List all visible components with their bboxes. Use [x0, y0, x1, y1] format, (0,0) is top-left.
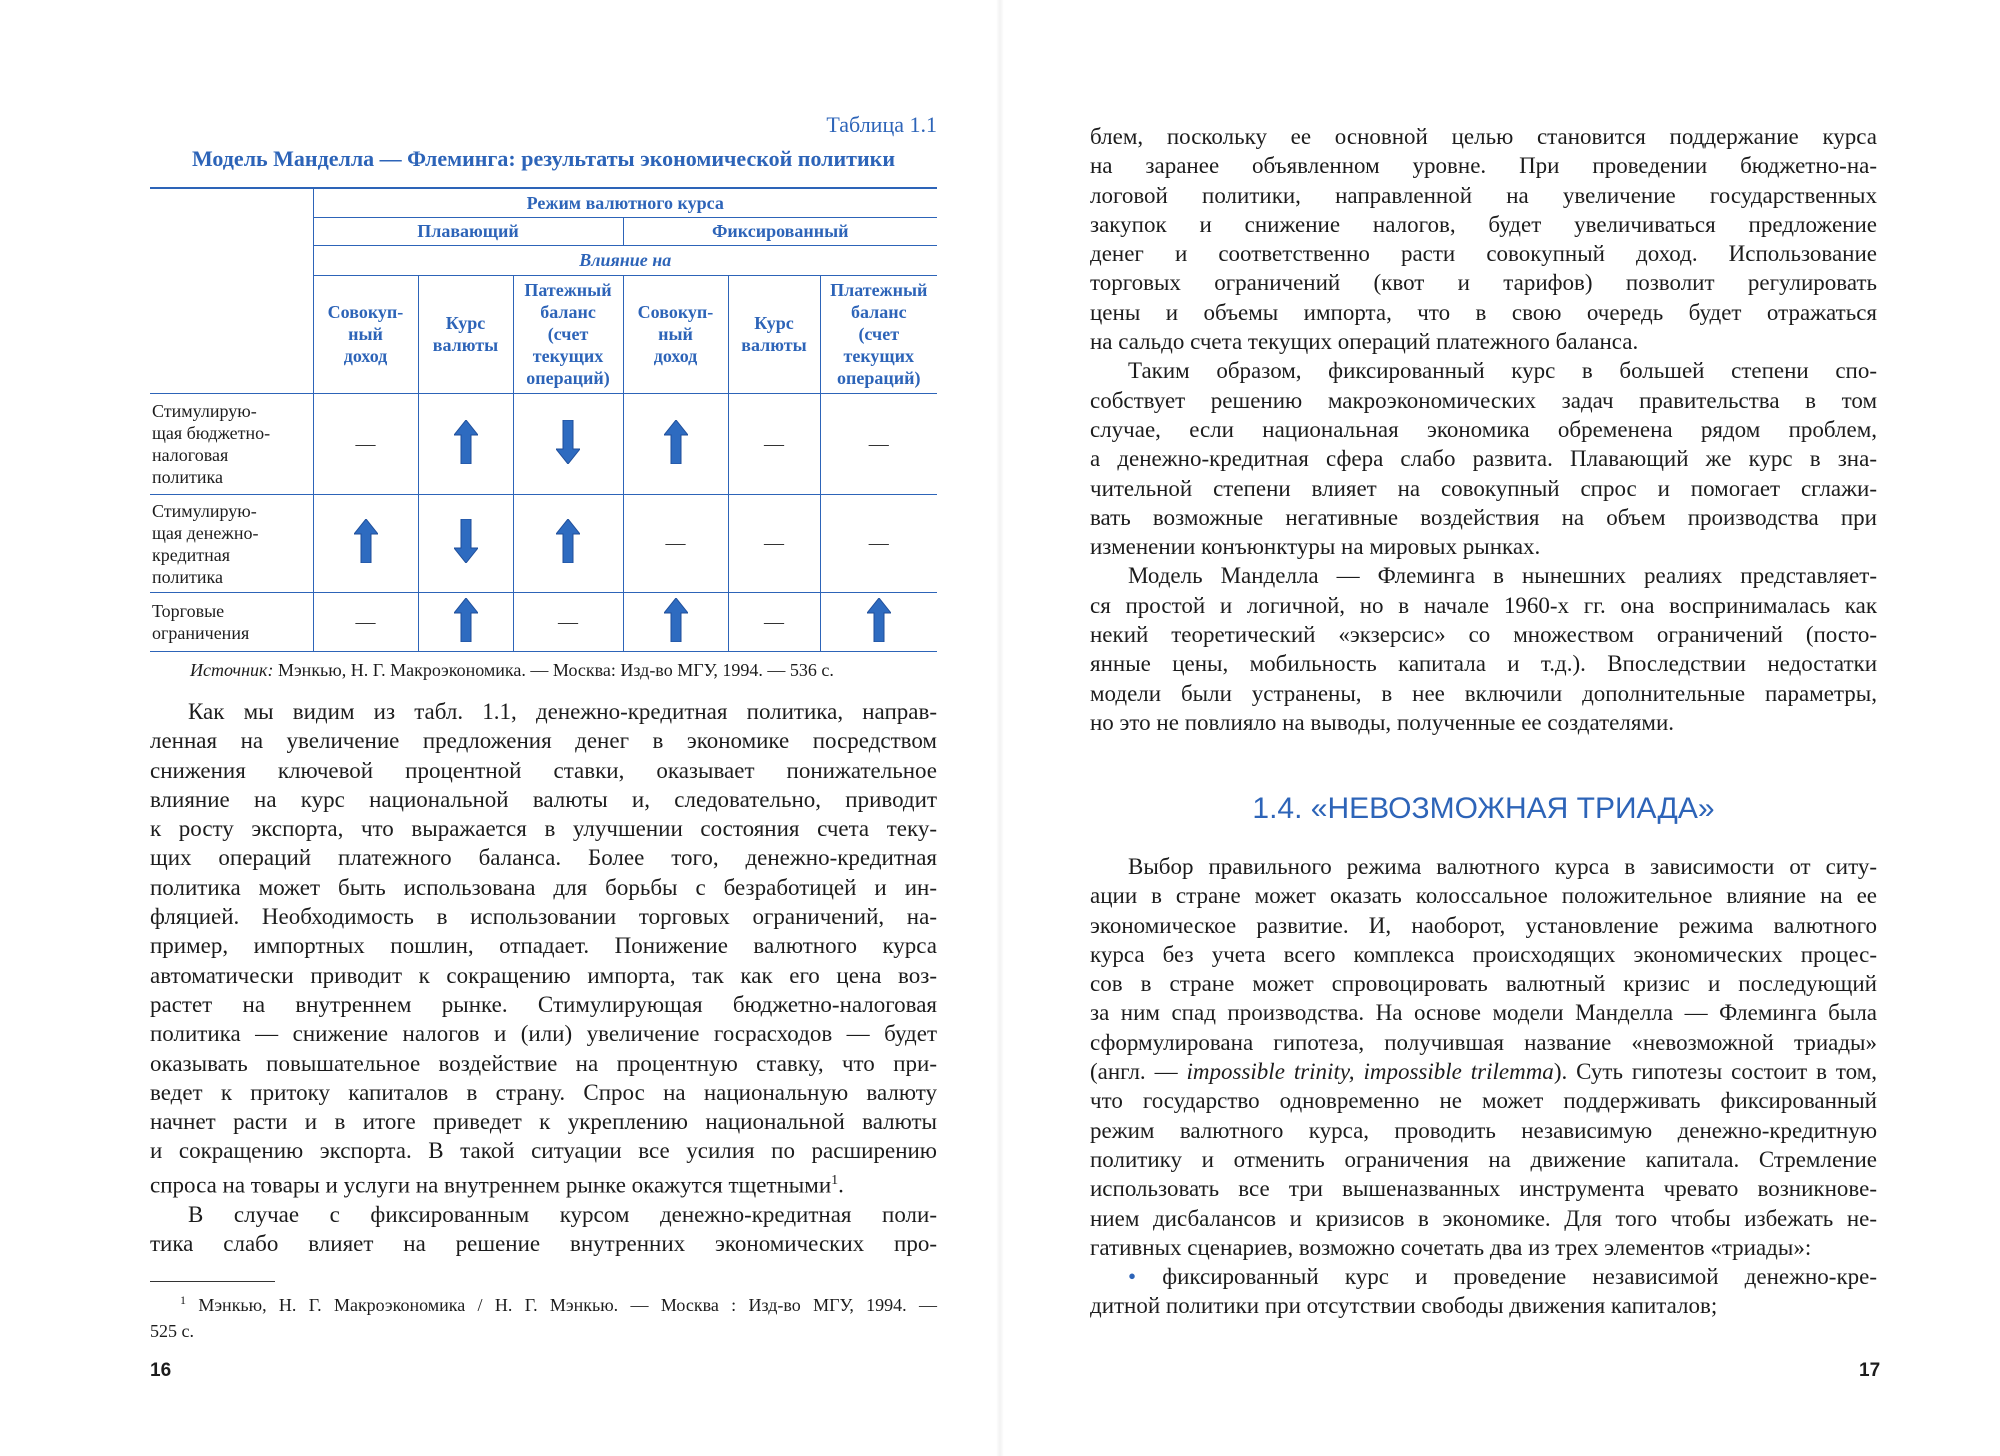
paragraph-continued-last: на сальдо счета текущих операций платежного баланса. [1090, 329, 1639, 355]
text-line: режим валютного курса, проводить независимую денежно-кредитную [1090, 1117, 1877, 1143]
text-line: Модель Манделла — Флеминга в нынешних реалиях представляет- [1128, 563, 1877, 589]
text-line: ленная на увеличение предложения денег в экономике посредством [150, 728, 937, 754]
footnote: $^1$ Мэнкью, Н. Г. Макроэкономика / Н. Г. Мэнкью. — Москва : Изд-во МГУ, 1994. — 525 с. [150, 1293, 937, 1341]
text-line: блем, поскольку ее основной целью становится поддержание курса [1090, 124, 1877, 149]
table-source [190, 660, 834, 681]
effect-cell [513, 394, 623, 495]
text-line: что государство одновременно не может поддерживать фиксированный [1090, 1088, 1877, 1114]
text-line: янные цены, мобильность капитала и т.д.). Впоследствии недостатки [1090, 651, 1877, 677]
footnote-mark: 1 [180, 1293, 186, 1307]
header-influence: Влияние на [313, 245, 937, 275]
text-line: экономическое развитие. И, наоборот, установление режима валютного [1090, 912, 1877, 938]
paragraph-model-last: но это не повлияло на выводы, полученные ее создателями. [1090, 709, 1675, 735]
text-line: Таким образом, фиксированный курс в большей степени спо- [1128, 358, 1877, 384]
text-line: тика слабо влияет на решение внутренних экономических про- [150, 1231, 937, 1256]
text-line: политику и отменить ограничения на движение капитала. Стремление [1090, 1146, 1877, 1172]
effect-cell [418, 593, 513, 652]
arrow-up-icon [354, 519, 378, 563]
paragraph-triad-line-8: (англ. — impossible trinity, impossible trilemma). Суть гипотезы состоит в том, [1090, 1059, 1878, 1085]
text-line: фляцией. Необходимость в использовании торговых ограничений, на- [150, 904, 937, 930]
paragraph-continued [1090, 122, 1877, 327]
right-body-top [1090, 122, 1877, 737]
effect-cell [513, 495, 623, 593]
text-line: логовой политики, направленной на увеличение государственных [1090, 182, 1877, 208]
text-line: а денежно-кредитная сфера слабо развита. Плавающий же курс в зна- [1090, 446, 1877, 472]
text-line: ся простой и логичной, но в начале 1960-х гг. она воспринималась как [1090, 592, 1877, 618]
effect-cell [623, 394, 728, 495]
dash: — [665, 532, 686, 554]
text-line: нием дисбалансов и кризисов в экономике. Для того чтобы избежать не- [1090, 1205, 1877, 1231]
effect-cell-none [313, 593, 418, 652]
left-body-text [150, 697, 937, 1258]
paragraph-conclusion-last: изменении конъюнктуры на мировых рынках. [1090, 534, 1541, 560]
footnote-rule [150, 1281, 275, 1282]
dash: — [868, 532, 889, 554]
arrow-up-icon [454, 420, 478, 464]
paragraph-1 [150, 697, 937, 1166]
bullet-item-1: • фиксированный курс и проведение независимой денежно-кре- [1128, 1264, 1877, 1290]
arrow-down-icon [556, 420, 580, 464]
arrow-down-icon [454, 519, 478, 563]
col-header-2: Курс валюты [418, 275, 513, 394]
text-line: пример, импортных пошлин, отпадает. Понижение валютного курса [150, 933, 937, 959]
arrow-up-icon [556, 519, 580, 563]
paragraph-conclusion [1090, 356, 1877, 532]
col-header-4: Совокуп- ный доход [623, 275, 728, 394]
text-line: торговых ограничений (квот и тарифов) позволит регулировать [1090, 270, 1877, 296]
text-line: ведет к притоку капиталов в страну. Спрос на национальную валюту [150, 1079, 937, 1105]
table-row [150, 593, 937, 652]
right-body-bottom [1090, 852, 1877, 1321]
dash: — [355, 432, 376, 455]
dash: — [355, 610, 376, 633]
text-line: к росту экспорта, что выражается в улучшении состояния счета теку- [150, 816, 937, 842]
effect-cell-none [513, 593, 623, 652]
mundell-fleming-table [150, 187, 937, 652]
effect-cell-none [728, 394, 820, 495]
paragraph-triad-last: гативных сценариев, возможно сочетать два из трех элементов «триады»: [1090, 1234, 1812, 1260]
paragraph-model [1090, 561, 1877, 707]
text-line: растет на внутреннем рынке. Стимулирующая бюджетно-налоговая [150, 991, 937, 1017]
source-label: Источник: [190, 660, 274, 680]
text-line: некий теоретический «экзерсис» со множеством ограничений (посто- [1090, 622, 1877, 648]
page-number-right: 17 [1859, 1360, 1881, 1381]
header-regime: Режим валютного курса [313, 188, 937, 217]
text-line: начнет расти и в итоге приведет к укреплению национальной валюты [150, 1109, 937, 1135]
text-line: и сокращению экспорта. В такой ситуации все усилия по расширению [150, 1138, 937, 1164]
bullet-item-1-cont: дитной политики при отсутствии свободы движения капиталов; [1090, 1293, 1718, 1319]
text-line: чительной степени влияет на совокупный спрос и помогает сглажи- [1090, 475, 1877, 501]
table-row [150, 394, 937, 495]
text-line: вать возможные негативные воздействия на объем производства при [1090, 504, 1877, 530]
text-line: закупок и снижение налогов, будет увеличиваться предложение [1090, 211, 1877, 237]
text-line: ации в стране может оказать колоссальное положительное влияние на ее [1090, 883, 1877, 909]
text-line: за ним спад производства. На основе модели Манделла — Флеминга была [1090, 1000, 1877, 1026]
effect-cell [623, 593, 728, 652]
dash: — [764, 610, 784, 633]
table-title: Модель Манделла — Флеминга: результаты экономической политики [191, 146, 896, 171]
text-line: использовать все три вышеназванных инструмента чревато возникнове- [1090, 1176, 1877, 1202]
text-line: денег и соответственно расти совокупный доход. Использование [1090, 241, 1877, 267]
text-line: курса без учета всего комплекса происходящих экономических процес- [1090, 941, 1877, 967]
header-floating: Плавающий [313, 217, 623, 245]
text-line: политика может быть использована для борьбы с безработицей и ин- [150, 874, 937, 900]
text-line: случае, если национальная экономика обременена рядом проблем, [1090, 416, 1877, 442]
arrow-up-icon [454, 598, 478, 642]
section-title: 1.4. «НЕВОЗМОЖНАЯ ТРИАДА» [1252, 792, 1715, 825]
col-header-3: Патежный баланс (счет текущих операций) [513, 275, 623, 394]
paragraph-1-last: спроса на товары и услуги на внутреннем рынке окажутся тщетными$^1$. [150, 1172, 844, 1198]
source-text: Мэнкью, Н. Г. Макроэкономика. — Москва: Изд-во МГУ, 1994. — 536 с. [273, 660, 834, 680]
text-line: собствует решению макроэкономических задач правительства в том [1090, 387, 1877, 413]
text-line: модели были устранены, в нее включили дополнительные параметры, [1090, 680, 1877, 706]
paragraph-triad-rest [1090, 1086, 1877, 1232]
text-line: сформулирована гипотеза, получившая название «невозможной триады» [1090, 1029, 1877, 1055]
effect-cell [418, 495, 513, 593]
table-number: Таблица 1.1 [826, 112, 937, 137]
text-line: снижения ключевой процентной ставки, оказывает понижательное [150, 757, 937, 783]
text-line: Выбор правильного режима валютного курса в зависимости от ситу- [1128, 854, 1877, 879]
effect-cell [418, 394, 513, 495]
dash: — [764, 432, 784, 455]
row-label: Стимулирую- щая бюджетно- налоговая политика [150, 394, 313, 495]
col-header-5: Курс валюты [728, 275, 820, 394]
row-label: Торговые ограничения [150, 593, 313, 652]
text-line: влияние на курс национальной валюты и, следовательно, приводит [150, 786, 937, 812]
effect-cell-none [313, 394, 418, 495]
text-line: В случае с фиксированным курсом денежно-кредитная поли- [188, 1201, 937, 1227]
table-row [150, 495, 937, 593]
col-header-6: Платежный баланс (счет текущих операций) [820, 275, 937, 394]
text-line: политика — снижение налогов и (или) увеличение госрасходов — будет [150, 1021, 937, 1047]
effect-cell [313, 495, 418, 593]
text-line: на заранее объявленном уровне. При проведении бюджетно-на- [1090, 153, 1877, 179]
col-header-1: Совокуп- ный доход [313, 275, 418, 394]
dash: — [868, 432, 889, 455]
paragraph-2 [150, 1200, 937, 1259]
row-label: Стимулирую- щая денежно- кредитная политика [150, 495, 313, 593]
arrow-up-icon [664, 598, 688, 642]
text-line: сов в стране может спровоцировать валютный кризис и последующий [1090, 971, 1877, 997]
header-fixed: Фиксированный [623, 217, 937, 245]
latin-term: impossible trinity, impossible trilemma [1186, 1059, 1554, 1085]
dash: — [558, 610, 578, 633]
text-line: Как мы видим из табл. 1.1, денежно-кредитная политика, направ- [188, 699, 937, 724]
effect-cell-none [728, 495, 820, 593]
effect-cell-none [728, 593, 820, 652]
paragraph-triad [1090, 852, 1877, 1057]
bullet-icon: • [1128, 1264, 1137, 1290]
arrow-up-icon [867, 598, 891, 642]
text-line: цены и объемы импорта, что в свою очередь будет отражаться [1090, 299, 1877, 325]
text-line: автоматически приводит к сокращению импорта, так как его цена воз- [150, 962, 937, 988]
effect-cell-none [623, 495, 728, 593]
text-line: оказывать повышательное воздействие на процентную ставку, что при- [150, 1050, 937, 1076]
effect-cell [820, 593, 937, 652]
page-number-left: 16 [150, 1360, 172, 1381]
effect-cell-none [820, 495, 937, 593]
dash: — [764, 532, 784, 554]
footnote-ref: 1 [831, 1172, 839, 1188]
effect-cell-none [820, 394, 937, 495]
arrow-up-icon [664, 420, 688, 464]
text-line: щих операций платежного баланса. Более того, денежно-кредитная [150, 845, 937, 871]
